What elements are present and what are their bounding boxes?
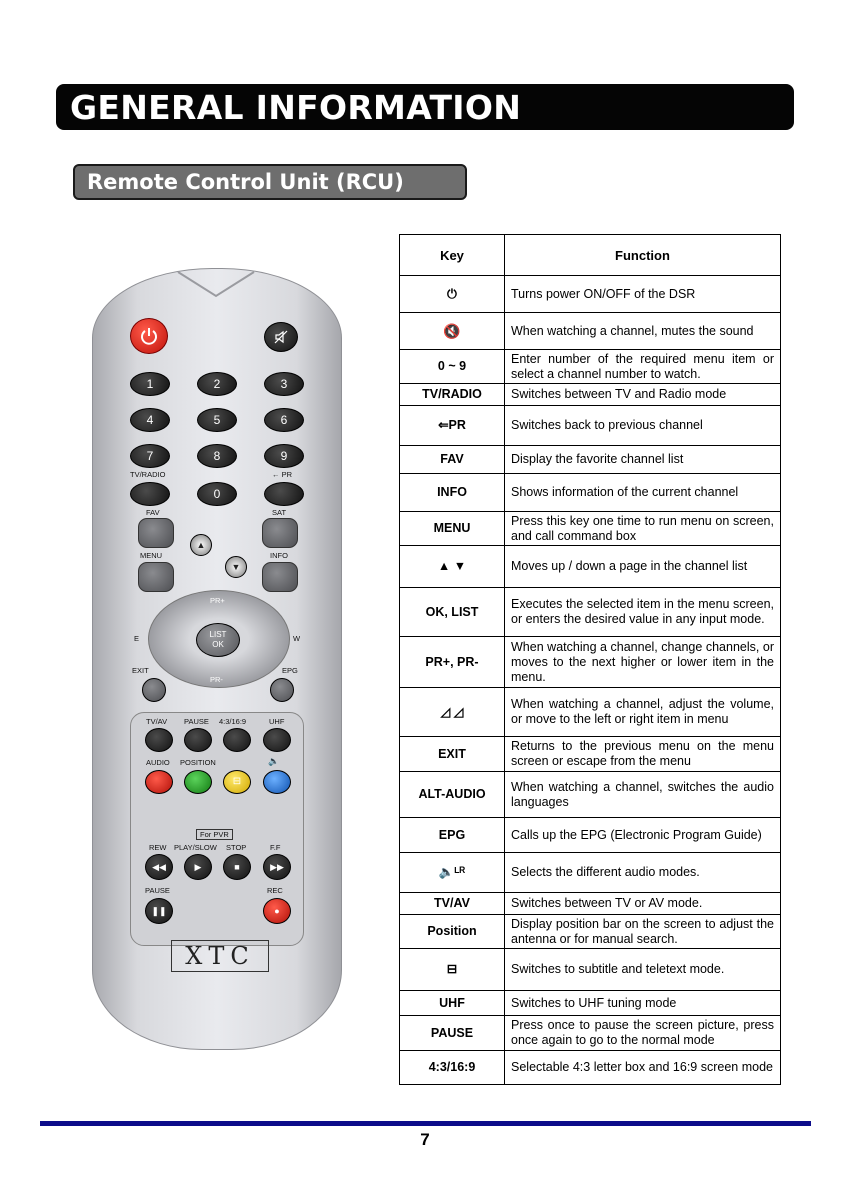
table-cell-function: When watching a channel, switches the audio languages: [505, 772, 781, 818]
remote-pause-pvr-button: ❚❚: [145, 898, 173, 924]
table-cell-function: Selects the different audio modes.: [505, 853, 781, 893]
table-row: [400, 853, 781, 893]
remote-key-6: 6: [264, 408, 304, 432]
remote-rew-button: ◀◀: [145, 854, 173, 880]
table-header-row: [400, 235, 781, 276]
table-cell-key: OK, LIST: [400, 588, 505, 637]
table-cell-key: EPG: [400, 818, 505, 853]
table-cell-function: Press this key one time to run menu on screen, and call command box: [505, 512, 781, 546]
remote-audio-mode-icon: 🔈: [268, 756, 280, 766]
remote-label-epg: EPG: [282, 666, 298, 675]
remote-label-tvradio: TV/RADIO: [130, 470, 166, 479]
remote-key-1: 1: [130, 372, 170, 396]
remote-label-uhf: UHF: [269, 717, 285, 726]
table-row: [400, 276, 781, 313]
volume-icon: ◿ ◿: [400, 688, 505, 737]
remote-epg-button: [270, 678, 294, 702]
table-cell-key: ⇐PR: [400, 406, 505, 446]
remote-position-green-button: [184, 770, 212, 794]
remote-mute-button: [264, 322, 298, 352]
remote-ok-list-button: LIST OK: [196, 623, 240, 657]
remote-key-prev: [264, 482, 304, 506]
remote-label-menu: MENU: [140, 551, 163, 560]
table-cell-function: Display position bar on the screen to adjust the antenna or for manual search.: [505, 915, 781, 949]
table-cell-key: ALT-AUDIO: [400, 772, 505, 818]
section-header-bar: [73, 164, 467, 200]
table-cell-key: EXIT: [400, 737, 505, 772]
remote-label-pause: PAUSE: [184, 717, 209, 726]
table-row: [400, 588, 781, 637]
remote-label-prminus: PR-: [210, 675, 223, 684]
remote-label-rec: REC: [267, 886, 283, 895]
remote-exit-button: [142, 678, 166, 702]
table-cell-key: MENU: [400, 512, 505, 546]
remote-key-8: 8: [197, 444, 237, 468]
page-number: 7: [420, 1130, 430, 1149]
table-cell-function: Enter number of the required menu item or select a channel number to watch.: [505, 350, 781, 384]
table-header-key: Key: [400, 235, 505, 276]
remote-fav-button: [138, 518, 174, 548]
remote-sat-button: [262, 518, 298, 548]
remote-label-e: E: [134, 634, 140, 643]
remote-tvav-button: [145, 728, 173, 752]
table-row: [400, 637, 781, 688]
table-cell-key: UHF: [400, 991, 505, 1016]
remote-label-stop: STOP: [226, 843, 247, 852]
table-row: [400, 446, 781, 474]
remote-ff-button: ▶▶: [263, 854, 291, 880]
remote-label-ff: F.F: [270, 843, 281, 852]
table-cell-key: Position: [400, 915, 505, 949]
table-row: [400, 313, 781, 350]
footer-divider: [40, 1121, 811, 1126]
remote-stop-button: ■: [223, 854, 251, 880]
remote-key-0: 0: [197, 482, 237, 506]
table-cell-function: Selectable 4:3 letter box and 16:9 screen mode: [505, 1051, 781, 1085]
table-cell-function: When watching a channel, change channels, or moves to the next higher or lower item in the menu.: [505, 637, 781, 688]
table-row: [400, 384, 781, 406]
remote-play-button: ▶: [184, 854, 212, 880]
table-row: [400, 512, 781, 546]
table-cell-function: Switches back to previous channel: [505, 406, 781, 446]
section-title: Remote Control Unit (RCU): [87, 170, 404, 194]
table-cell-function: Switches to subtitle and teletext mode.: [505, 949, 781, 991]
remote-notch: [176, 270, 256, 298]
table-cell-function: Switches between TV and Radio mode: [505, 384, 781, 406]
table-cell-function: Switches between TV or AV mode.: [505, 893, 781, 915]
remote-label-w: W: [293, 634, 301, 643]
subtitle-icon: ⊟: [400, 949, 505, 991]
mute-icon: 🔇: [400, 313, 505, 350]
power-icon: ⏻: [400, 276, 505, 313]
remote-info-button: [262, 562, 298, 592]
table-cell-function: Shows information of the current channel: [505, 474, 781, 512]
table-row: [400, 949, 781, 991]
remote-pause-button: [184, 728, 212, 752]
remote-label-rew: REW: [149, 843, 167, 852]
table-row: [400, 991, 781, 1016]
table-cell-function: Moves up / down a page in the channel list: [505, 546, 781, 588]
remote-label-for-pvr: For PVR: [196, 829, 233, 840]
table-row: [400, 1016, 781, 1051]
remote-label-info: INFO: [270, 551, 288, 560]
table-row: [400, 818, 781, 853]
table-row: [400, 915, 781, 949]
remote-key-2: 2: [197, 372, 237, 396]
remote-key-5: 5: [197, 408, 237, 432]
table-cell-function: Turns power ON/OFF of the DSR: [505, 276, 781, 313]
table-row: [400, 893, 781, 915]
table-cell-function: Calls up the EPG (Electronic Program Guide): [505, 818, 781, 853]
remote-label-exit: EXIT: [132, 666, 149, 675]
key-function-table: [399, 234, 781, 1085]
table-header-function: Function: [505, 235, 781, 276]
table-row: [400, 737, 781, 772]
remote-label-audio: AUDIO: [146, 758, 170, 767]
remote-key-4: 4: [130, 408, 170, 432]
remote-audio-blue-button: [263, 770, 291, 794]
table-cell-key: TV/RADIO: [400, 384, 505, 406]
remote-key-tvradio: [130, 482, 170, 506]
table-cell-function: When watching a channel, mutes the sound: [505, 313, 781, 350]
table-row: [400, 1051, 781, 1085]
page-title: GENERAL INFORMATION: [70, 88, 522, 127]
remote-audio-red-button: [145, 770, 173, 794]
table-row: [400, 350, 781, 384]
remote-label-sat: SAT: [272, 508, 287, 517]
remote-uhf-button: [263, 728, 291, 752]
remote-page-up-button: ▲: [190, 534, 212, 556]
remote-rec-button: ●: [263, 898, 291, 924]
remote-ratio-button: [223, 728, 251, 752]
remote-label-position: POSITION: [180, 758, 216, 767]
remote-label-play: PLAY/SLOW: [174, 843, 217, 852]
remote-label-fav: FAV: [146, 508, 160, 517]
remote-label-prplus: PR+: [210, 596, 225, 605]
remote-menu-button: [138, 562, 174, 592]
remote-page-down-button: ▼: [225, 556, 247, 578]
table-row: [400, 406, 781, 446]
table-cell-key: INFO: [400, 474, 505, 512]
table-row: [400, 772, 781, 818]
table-cell-key: 0 ~ 9: [400, 350, 505, 384]
page-header-bar: [56, 84, 794, 130]
table-cell-function: Switches to UHF tuning mode: [505, 991, 781, 1016]
remote-label-pause2: PAUSE: [145, 886, 170, 895]
table-cell-key: 4:3/16:9: [400, 1051, 505, 1085]
table-cell-key: TV/AV: [400, 893, 505, 915]
table-cell-function: Press once to pause the screen picture, press once again to go to the normal mode: [505, 1016, 781, 1051]
remote-key-3: 3: [264, 372, 304, 396]
table-row: [400, 688, 781, 737]
table-cell-key: FAV: [400, 446, 505, 474]
remote-label-prev: ← PR: [272, 470, 293, 479]
remote-key-7: 7: [130, 444, 170, 468]
table-cell-key: PR+, PR-: [400, 637, 505, 688]
table-row: [400, 546, 781, 588]
remote-label-ratio: 4:3/16:9: [219, 717, 247, 726]
remote-control-illustration: [92, 268, 342, 1050]
table-cell-function: Executes the selected item in the menu screen, or enters the desired value in any input mode.: [505, 588, 781, 637]
table-cell-function: Display the favorite channel list: [505, 446, 781, 474]
remote-logo: XTC: [171, 940, 269, 972]
table-row: [400, 474, 781, 512]
remote-subtitle-yellow-button: ⊟: [223, 770, 251, 794]
remote-key-9: 9: [264, 444, 304, 468]
table-cell-function: When watching a channel, adjust the volume, or move to the left or right item in menu: [505, 688, 781, 737]
table-cell-key: PAUSE: [400, 1016, 505, 1051]
page-up-down-icon: ▲ ▼: [400, 546, 505, 588]
remote-label-tvav: TV/AV: [146, 717, 168, 726]
remote-power-button: [130, 318, 168, 354]
audio-mode-icon: 🔈ᴸᴿ: [400, 853, 505, 893]
table-cell-function: Returns to the previous menu on the menu screen or escape from the menu: [505, 737, 781, 772]
